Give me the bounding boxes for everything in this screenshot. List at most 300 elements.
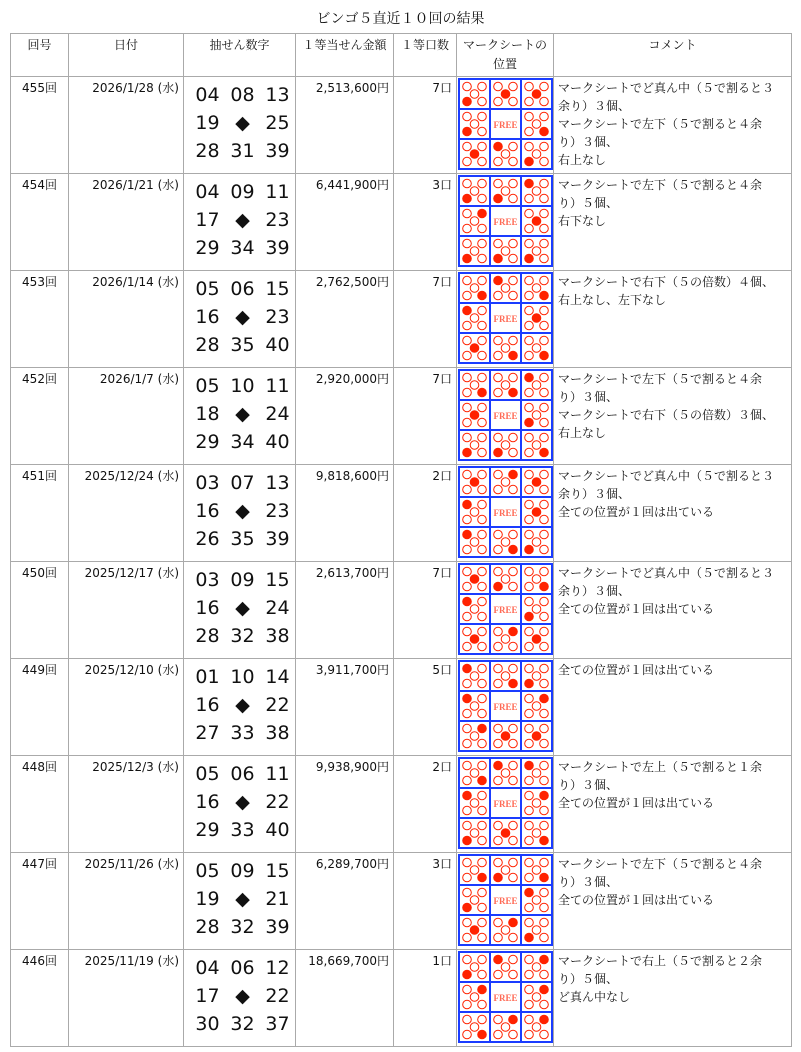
marked-circle [509, 470, 518, 479]
empty-circle [478, 664, 487, 673]
comment-line: マークシートで左下（５で割ると４余 [558, 178, 763, 192]
marked-circle [463, 597, 472, 606]
empty-circle [478, 739, 487, 748]
empty-circle [532, 702, 541, 711]
empty-circle [463, 679, 472, 688]
marked-circle [532, 635, 541, 644]
empty-circle [478, 597, 487, 606]
empty-circle [478, 500, 487, 509]
mark-sheet-grid [458, 272, 554, 364]
empty-circle [501, 344, 510, 353]
draw-date: 2026/1/14 (水) [69, 271, 184, 368]
comment [554, 77, 792, 174]
number: 11 [265, 375, 290, 397]
draw-date: 2026/1/7 (水) [69, 368, 184, 465]
empty-circle [494, 821, 503, 830]
marked-circle [540, 127, 549, 136]
empty-circle [470, 799, 479, 808]
draw-no: 454回 [11, 174, 69, 271]
number: 19 [195, 888, 220, 910]
empty-circle [525, 82, 534, 91]
number: 23 [265, 209, 290, 231]
number: 03 [195, 569, 220, 591]
empty-circle [509, 873, 518, 882]
empty-circle [478, 485, 487, 494]
number: 10 [230, 375, 255, 397]
empty-circle [525, 224, 534, 233]
mark-sheet [457, 562, 554, 659]
empty-circle [494, 776, 503, 785]
empty-circle [494, 545, 503, 554]
empty-circle [509, 530, 518, 539]
number: 11 [265, 763, 290, 785]
empty-circle [532, 575, 541, 584]
marked-circle [478, 724, 487, 733]
header-mark-position: マークシートの位置 [457, 34, 554, 77]
empty-circle [525, 485, 534, 494]
number: 09 [230, 569, 255, 591]
header-prize: １等当せん金額 [296, 34, 394, 77]
number: 39 [265, 528, 290, 550]
empty-circle [509, 82, 518, 91]
empty-circle [470, 314, 479, 323]
comment [554, 756, 792, 853]
empty-circle [509, 664, 518, 673]
empty-circle [540, 373, 549, 382]
empty-circle [501, 575, 510, 584]
marked-circle [463, 664, 472, 673]
empty-circle [494, 664, 503, 673]
number: 23 [265, 306, 290, 328]
marked-circle [494, 194, 503, 203]
empty-circle [470, 866, 479, 875]
empty-circle [478, 194, 487, 203]
empty-circle [509, 933, 518, 942]
marked-circle [532, 478, 541, 487]
empty-circle [525, 97, 534, 106]
empty-circle [501, 672, 510, 681]
comment-line: マークシートでど真ん中（５で割ると３ [558, 566, 775, 580]
number: 40 [265, 334, 290, 356]
prize-amount: 6,289,700円 [296, 853, 394, 950]
marked-circle [509, 918, 518, 927]
empty-circle [494, 82, 503, 91]
empty-circle [525, 194, 534, 203]
number: 40 [265, 431, 290, 453]
empty-circle [525, 351, 534, 360]
empty-circle [478, 157, 487, 166]
mark-sheet-grid [458, 951, 554, 1043]
empty-circle [494, 1015, 503, 1024]
empty-circle [470, 769, 479, 778]
empty-circle [463, 582, 472, 591]
comment [554, 271, 792, 368]
empty-circle [463, 709, 472, 718]
empty-circle [532, 381, 541, 390]
empty-circle [509, 724, 518, 733]
comment [554, 368, 792, 465]
empty-circle [525, 1015, 534, 1024]
empty-circle [540, 530, 549, 539]
number: 29 [195, 237, 220, 259]
empty-circle [525, 873, 534, 882]
empty-circle [463, 918, 472, 927]
empty-circle [525, 776, 534, 785]
free-label: FREE [493, 217, 518, 227]
free-label: FREE [493, 896, 518, 906]
empty-circle [478, 858, 487, 867]
number: 04 [195, 84, 220, 106]
free-diamond-icon: ◆ [235, 597, 250, 619]
draw-no: 450回 [11, 562, 69, 659]
empty-circle [540, 485, 549, 494]
number: 16 [195, 791, 220, 813]
empty-circle [501, 963, 510, 972]
empty-circle [501, 866, 510, 875]
number: 05 [195, 860, 220, 882]
comment-line: 余り）３個、 [558, 99, 631, 113]
empty-circle [532, 120, 541, 129]
empty-circle [509, 179, 518, 188]
marked-circle [532, 217, 541, 226]
empty-circle [525, 515, 534, 524]
number: 22 [265, 694, 290, 716]
empty-circle [478, 306, 487, 315]
marked-circle [525, 679, 534, 688]
empty-circle [509, 239, 518, 248]
empty-circle [478, 582, 487, 591]
marked-circle [525, 761, 534, 770]
comment-line: マークシートで左下（５で割ると４余 [558, 372, 763, 386]
mark-sheet-grid [458, 175, 554, 267]
comment-line: 右上なし、左下なし [558, 293, 667, 307]
empty-circle [509, 97, 518, 106]
empty-circle [494, 97, 503, 106]
empty-circle [478, 612, 487, 621]
empty-circle [540, 433, 549, 442]
empty-circle [540, 224, 549, 233]
table-row [11, 659, 792, 756]
empty-circle [532, 284, 541, 293]
mark-sheet [457, 659, 554, 756]
number: 12 [265, 957, 290, 979]
empty-circle [540, 918, 549, 927]
marked-circle [525, 418, 534, 427]
empty-circle [494, 739, 503, 748]
marked-circle [501, 829, 510, 838]
empty-circle [463, 321, 472, 330]
marked-circle [494, 276, 503, 285]
empty-circle [540, 97, 549, 106]
number: 16 [195, 694, 220, 716]
empty-circle [463, 373, 472, 382]
empty-circle [540, 545, 549, 554]
number: 37 [265, 1013, 290, 1035]
empty-circle [525, 642, 534, 651]
winner-count: 1口 [394, 950, 457, 1047]
empty-circle [525, 1000, 534, 1009]
marked-circle [509, 627, 518, 636]
empty-circle [540, 567, 549, 576]
empty-circle [478, 470, 487, 479]
empty-circle [470, 381, 479, 390]
marked-circle [525, 545, 534, 554]
comment-line: り）５個、 [558, 972, 619, 986]
prize-amount: 2,920,000円 [296, 368, 394, 465]
winning-numbers [184, 562, 296, 659]
empty-circle [494, 836, 503, 845]
number: 26 [195, 528, 220, 550]
number: 05 [195, 375, 220, 397]
header-date: 日付 [69, 34, 184, 77]
number: 28 [195, 334, 220, 356]
number: 15 [265, 860, 290, 882]
number: 28 [195, 916, 220, 938]
marked-circle [540, 291, 549, 300]
marked-circle [463, 127, 472, 136]
empty-circle [509, 821, 518, 830]
draw-date: 2025/12/3 (水) [69, 756, 184, 853]
draw-date: 2025/12/24 (水) [69, 465, 184, 562]
empty-circle [470, 538, 479, 547]
mark-sheet-grid [458, 563, 554, 655]
empty-circle [470, 732, 479, 741]
empty-circle [463, 724, 472, 733]
number: 17 [195, 209, 220, 231]
empty-circle [532, 441, 541, 450]
empty-circle [494, 724, 503, 733]
empty-circle [525, 724, 534, 733]
empty-circle [532, 247, 541, 256]
empty-circle [494, 679, 503, 688]
comment-line: マークシートでど真ん中（５で割ると３ [558, 81, 775, 95]
number: 07 [230, 472, 255, 494]
empty-circle [525, 694, 534, 703]
empty-circle [478, 1000, 487, 1009]
empty-circle [525, 209, 534, 218]
empty-circle [470, 120, 479, 129]
empty-circle [478, 918, 487, 927]
marked-circle [478, 985, 487, 994]
marked-circle [494, 582, 503, 591]
empty-circle [525, 1030, 534, 1039]
table-row [11, 562, 792, 659]
empty-circle [501, 441, 510, 450]
empty-circle [501, 150, 510, 159]
marked-circle [540, 985, 549, 994]
number: 16 [195, 306, 220, 328]
comment [554, 853, 792, 950]
marked-circle [470, 926, 479, 935]
empty-circle [463, 739, 472, 748]
winning-numbers [184, 271, 296, 368]
number: 25 [265, 112, 290, 134]
empty-circle [463, 418, 472, 427]
empty-circle [478, 567, 487, 576]
draw-no: 452回 [11, 368, 69, 465]
comment [554, 174, 792, 271]
empty-circle [478, 321, 487, 330]
mark-sheet [457, 368, 554, 465]
empty-circle [540, 1030, 549, 1039]
free-label: FREE [493, 314, 518, 324]
prize-amount: 2,762,500円 [296, 271, 394, 368]
empty-circle [478, 276, 487, 285]
empty-circle [478, 418, 487, 427]
empty-circle [509, 858, 518, 867]
mark-sheet [457, 950, 554, 1047]
empty-circle [509, 955, 518, 964]
marked-circle [478, 291, 487, 300]
marked-circle [470, 344, 479, 353]
marked-circle [470, 575, 479, 584]
empty-circle [532, 538, 541, 547]
empty-circle [494, 351, 503, 360]
number: 05 [195, 763, 220, 785]
free-diamond-icon: ◆ [235, 306, 250, 328]
empty-circle [525, 403, 534, 412]
comment-line: マークシートで左上（５で割ると１余 [558, 760, 763, 774]
number: 10 [230, 666, 255, 688]
empty-circle [540, 239, 549, 248]
winner-count: 5口 [394, 659, 457, 756]
empty-circle [478, 82, 487, 91]
number: 05 [195, 278, 220, 300]
empty-circle [540, 388, 549, 397]
empty-circle [525, 903, 534, 912]
empty-circle [509, 157, 518, 166]
empty-circle [540, 776, 549, 785]
empty-circle [463, 515, 472, 524]
marked-circle [509, 351, 518, 360]
empty-circle [494, 530, 503, 539]
number: 17 [195, 985, 220, 1007]
comment-line: 右上なし [558, 153, 607, 167]
comment-line: 余り）３個、 [558, 584, 631, 598]
marked-circle [478, 388, 487, 397]
empty-circle [540, 403, 549, 412]
winner-count: 2口 [394, 756, 457, 853]
winning-numbers [184, 174, 296, 271]
number: 13 [265, 84, 290, 106]
number: 11 [265, 181, 290, 203]
prize-amount: 9,938,900円 [296, 756, 394, 853]
number: 15 [265, 569, 290, 591]
empty-circle [463, 1015, 472, 1024]
empty-circle [494, 157, 503, 166]
empty-circle [525, 836, 534, 845]
empty-circle [463, 470, 472, 479]
number: 08 [230, 84, 255, 106]
empty-circle [478, 351, 487, 360]
empty-circle [525, 306, 534, 315]
marked-circle [532, 314, 541, 323]
empty-circle [494, 239, 503, 248]
empty-circle [478, 836, 487, 845]
empty-circle [540, 157, 549, 166]
number: 06 [230, 957, 255, 979]
comment-line: マークシートでど真ん中（５で割ると３ [558, 469, 775, 483]
empty-circle [494, 642, 503, 651]
free-label: FREE [493, 120, 518, 130]
winner-count: 7口 [394, 368, 457, 465]
empty-circle [478, 1015, 487, 1024]
number: 39 [265, 140, 290, 162]
empty-circle [470, 896, 479, 905]
empty-circle [525, 970, 534, 979]
comment [554, 562, 792, 659]
empty-circle [532, 799, 541, 808]
empty-circle [478, 403, 487, 412]
empty-circle [540, 642, 549, 651]
marked-circle [470, 150, 479, 159]
empty-circle [463, 291, 472, 300]
free-label: FREE [493, 508, 518, 518]
mark-sheet-grid [458, 466, 554, 558]
number: 04 [195, 181, 220, 203]
draw-no: 451回 [11, 465, 69, 562]
empty-circle [525, 806, 534, 815]
empty-circle [525, 291, 534, 300]
mark-sheet-grid [458, 660, 554, 752]
empty-circle [463, 821, 472, 830]
number: 27 [195, 722, 220, 744]
table-row [11, 950, 792, 1047]
winning-numbers [184, 77, 296, 174]
empty-circle [525, 858, 534, 867]
free-diamond-icon: ◆ [235, 112, 250, 134]
empty-circle [532, 993, 541, 1002]
number: 19 [195, 112, 220, 134]
number: 35 [230, 334, 255, 356]
mark-sheet-grid [458, 757, 554, 849]
empty-circle [463, 1000, 472, 1009]
free-diamond-icon: ◆ [235, 694, 250, 716]
empty-circle [494, 179, 503, 188]
empty-circle [470, 963, 479, 972]
empty-circle [501, 284, 510, 293]
empty-circle [540, 858, 549, 867]
empty-circle [525, 448, 534, 457]
empty-circle [463, 239, 472, 248]
marked-circle [540, 694, 549, 703]
empty-circle [525, 112, 534, 121]
marked-circle [540, 836, 549, 845]
winner-count: 7口 [394, 562, 457, 659]
header-numbers: 抽せん数字 [184, 34, 296, 77]
draw-date: 2025/11/26 (水) [69, 853, 184, 950]
empty-circle [532, 411, 541, 420]
comment-line: 全ての位置が１回は出ている [558, 505, 715, 519]
empty-circle [494, 933, 503, 942]
marked-circle [463, 903, 472, 912]
number: 38 [265, 625, 290, 647]
winner-count: 2口 [394, 465, 457, 562]
empty-circle [532, 926, 541, 935]
empty-circle [463, 112, 472, 121]
number: 34 [230, 431, 255, 453]
number: 24 [265, 403, 290, 425]
winning-numbers [184, 368, 296, 465]
marked-circle [509, 388, 518, 397]
empty-circle [540, 179, 549, 188]
empty-circle [532, 963, 541, 972]
empty-circle [540, 597, 549, 606]
empty-circle [478, 545, 487, 554]
comment-line: 右上なし [558, 426, 607, 440]
empty-circle [494, 291, 503, 300]
comment-line: マークシートで右下（５の倍数）３個、 [558, 408, 775, 422]
